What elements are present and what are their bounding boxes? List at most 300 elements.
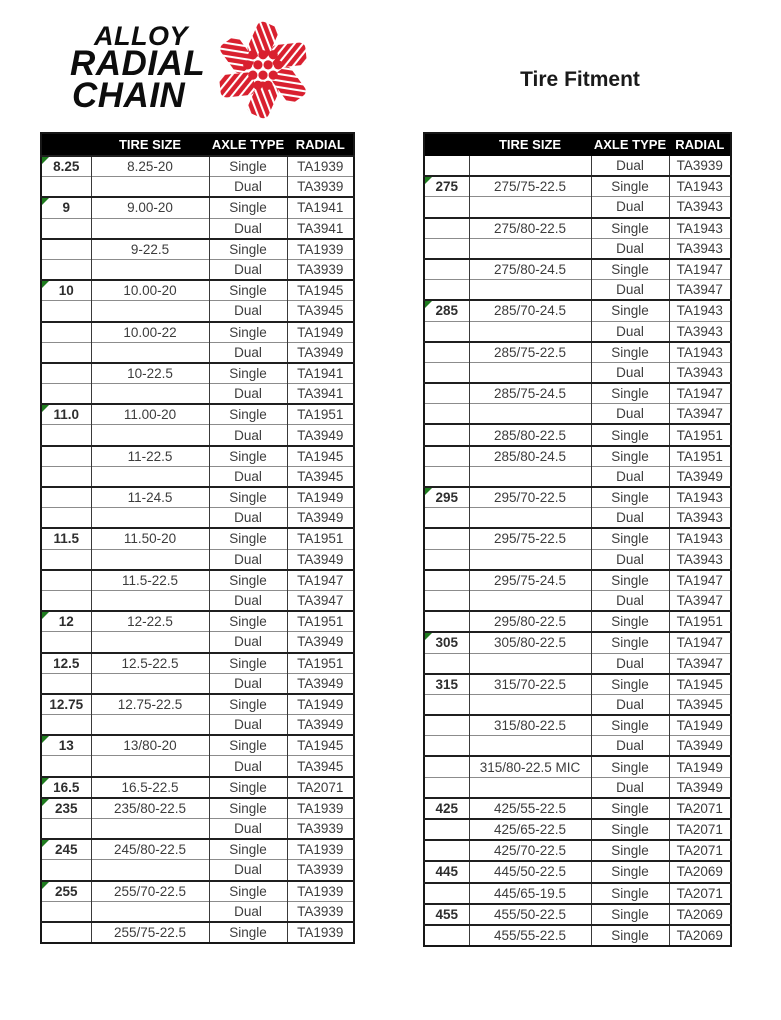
table-row <box>41 653 354 674</box>
radial-cell: TA1943 <box>669 487 731 508</box>
axle-type-cell: Single <box>209 156 287 177</box>
size-cell: 8.25 <box>41 156 91 177</box>
size-cell <box>41 322 91 343</box>
tire-size-cell: 425/70-22.5 <box>469 840 591 861</box>
axle-type-cell: Dual <box>209 425 287 446</box>
radial-cell: TA1943 <box>669 176 731 197</box>
tire-size-cell <box>469 590 591 611</box>
axle-type-cell: Single <box>591 570 669 591</box>
tire-size-cell: 315/70-22.5 <box>469 674 591 695</box>
axle-type-cell: Dual <box>209 466 287 487</box>
size-cell <box>41 549 91 570</box>
radial-cell: TA2071 <box>669 798 731 819</box>
table-row <box>41 508 354 529</box>
axle-type-cell: Single <box>209 653 287 674</box>
table-row <box>41 384 354 405</box>
radial-cell: TA3949 <box>669 466 731 487</box>
radial-cell: TA1947 <box>669 632 731 653</box>
radial-cell: TA1943 <box>669 342 731 363</box>
size-cell <box>424 756 469 777</box>
radial-cell: TA3945 <box>287 466 354 487</box>
axle-type-cell: Single <box>209 694 287 715</box>
tire-size-cell: 235/80-22.5 <box>91 798 209 819</box>
size-cell <box>41 632 91 653</box>
table-row <box>424 590 731 611</box>
tire-size-cell <box>469 238 591 259</box>
axle-type-cell: Dual <box>591 280 669 301</box>
comment-flag-icon <box>42 778 49 785</box>
size-cell <box>424 777 469 798</box>
chain-star-icon <box>212 20 314 120</box>
axle-type-cell: Single <box>591 925 669 946</box>
radial-cell: TA3945 <box>669 694 731 715</box>
axle-type-cell: Single <box>209 363 287 384</box>
tire-size-cell: 315/80-22.5 <box>469 715 591 736</box>
radial-cell: TA3939 <box>287 177 354 198</box>
axle-type-cell: Dual <box>591 653 669 674</box>
size-cell <box>424 549 469 570</box>
tire-size-cell: 255/75-22.5 <box>91 922 209 943</box>
radial-cell: TA1951 <box>287 404 354 425</box>
table-row <box>41 487 354 508</box>
radial-cell: TA3939 <box>287 901 354 922</box>
tire-size-cell: 285/80-24.5 <box>469 446 591 467</box>
tire-size-cell: 295/75-22.5 <box>469 528 591 549</box>
radial-cell: TA3943 <box>669 549 731 570</box>
axle-type-cell: Dual <box>591 590 669 611</box>
radial-cell: TA1943 <box>669 528 731 549</box>
size-cell <box>424 570 469 591</box>
tire-size-cell <box>469 508 591 529</box>
radial-cell: TA1951 <box>669 424 731 445</box>
radial-cell: TA3941 <box>287 384 354 405</box>
table-row <box>424 925 731 946</box>
axle-type-cell: Single <box>591 383 669 404</box>
tire-size-cell <box>91 756 209 777</box>
axle-type-cell: Single <box>209 881 287 902</box>
axle-type-cell: Single <box>209 197 287 218</box>
tire-size-cell <box>469 156 591 177</box>
radial-cell: TA3949 <box>669 777 731 798</box>
radial-cell: TA3945 <box>287 301 354 322</box>
tire-size-cell: 9.00-20 <box>91 197 209 218</box>
comment-flag-icon <box>425 633 432 640</box>
table-row <box>424 383 731 404</box>
axle-type-cell: Single <box>209 528 287 549</box>
axle-type-cell: Dual <box>209 301 287 322</box>
axle-type-cell: Single <box>591 904 669 925</box>
tire-size-cell <box>469 466 591 487</box>
table-row <box>424 883 731 904</box>
tire-size-cell: 455/50-22.5 <box>469 904 591 925</box>
table-row <box>41 177 354 198</box>
tire-size-cell: 9-22.5 <box>91 239 209 260</box>
comment-flag-icon <box>42 840 49 847</box>
logo-line-alloy: ALLOY <box>94 21 188 51</box>
size-cell <box>424 259 469 280</box>
tire-size-cell <box>91 218 209 239</box>
axle-type-cell: Dual <box>591 238 669 259</box>
table-row <box>424 570 731 591</box>
table-row <box>424 424 731 445</box>
table-row <box>41 570 354 591</box>
size-cell <box>424 528 469 549</box>
radial-cell: TA2071 <box>669 819 731 840</box>
tire-size-cell: 445/65-19.5 <box>469 883 591 904</box>
fitment-table-right <box>423 132 732 947</box>
radial-cell: TA2071 <box>287 777 354 798</box>
size-cell <box>41 177 91 198</box>
size-cell <box>424 736 469 757</box>
radial-cell: TA2069 <box>669 904 731 925</box>
table-row <box>424 861 731 882</box>
size-cell <box>41 590 91 611</box>
size-cell: 255 <box>41 881 91 902</box>
tire-size-cell <box>91 384 209 405</box>
axle-type-cell: Single <box>209 777 287 798</box>
table-row <box>41 404 354 425</box>
table-row <box>41 756 354 777</box>
size-cell <box>424 840 469 861</box>
table-row <box>424 156 731 177</box>
axle-type-cell: Dual <box>591 321 669 342</box>
table-row <box>41 632 354 653</box>
size-cell <box>41 466 91 487</box>
tire-size-cell <box>469 321 591 342</box>
tire-size-cell: 425/55-22.5 <box>469 798 591 819</box>
radial-cell: TA3949 <box>669 736 731 757</box>
table-row <box>41 528 354 549</box>
size-cell <box>41 715 91 736</box>
size-cell <box>424 446 469 467</box>
size-cell <box>424 653 469 674</box>
size-cell <box>424 280 469 301</box>
radial-cell: TA1947 <box>669 570 731 591</box>
header-row <box>424 133 731 156</box>
radial-cell: TA3949 <box>287 425 354 446</box>
table-row <box>424 798 731 819</box>
tire-size-cell <box>91 590 209 611</box>
tire-size-header: TIRE SIZE <box>469 133 591 156</box>
comment-flag-icon <box>425 488 432 495</box>
page-title: Tire Fitment <box>520 68 640 91</box>
size-cell: 295 <box>424 487 469 508</box>
axle-type-cell: Dual <box>591 466 669 487</box>
radial-header: RADIAL <box>669 133 731 156</box>
axle-type-cell: Dual <box>209 590 287 611</box>
axle-type-cell: Dual <box>209 673 287 694</box>
size-cell: 315 <box>424 674 469 695</box>
axle-type-cell: Single <box>591 259 669 280</box>
axle-type-cell: Single <box>591 674 669 695</box>
radial-cell: TA1939 <box>287 239 354 260</box>
tire-size-cell: 425/65-22.5 <box>469 819 591 840</box>
radial-cell: TA1951 <box>287 611 354 632</box>
size-cell <box>424 424 469 445</box>
radial-cell: TA1941 <box>287 363 354 384</box>
radial-cell: TA1945 <box>287 446 354 467</box>
tire-size-cell <box>469 777 591 798</box>
logo-line-chain: CHAIN <box>72 75 186 115</box>
table-row <box>424 736 731 757</box>
table-row <box>41 860 354 881</box>
size-cell <box>424 590 469 611</box>
axle-type-cell: Single <box>591 424 669 445</box>
table-row <box>424 487 731 508</box>
radial-cell: TA2069 <box>669 861 731 882</box>
tire-size-cell <box>91 259 209 280</box>
axle-type-cell: Dual <box>591 404 669 425</box>
table-row <box>424 321 731 342</box>
tire-size-cell: 275/80-22.5 <box>469 218 591 239</box>
tire-size-cell: 285/75-24.5 <box>469 383 591 404</box>
tire-size-cell: 12-22.5 <box>91 611 209 632</box>
radial-cell: TA1947 <box>669 383 731 404</box>
size-cell <box>424 321 469 342</box>
radial-header: RADIAL <box>287 133 354 156</box>
table-row <box>41 694 354 715</box>
radial-cell: TA3939 <box>669 156 731 177</box>
table-row <box>424 508 731 529</box>
tire-size-cell: 455/55-22.5 <box>469 925 591 946</box>
tire-size-cell <box>91 715 209 736</box>
radial-cell: TA3947 <box>669 280 731 301</box>
tire-size-cell: 11.5-22.5 <box>91 570 209 591</box>
axle-type-cell: Single <box>209 839 287 860</box>
size-cell <box>41 239 91 260</box>
axle-type-cell: Single <box>591 883 669 904</box>
radial-cell: TA1949 <box>287 487 354 508</box>
tire-size-cell: 445/50-22.5 <box>469 861 591 882</box>
axle-type-cell: Single <box>209 798 287 819</box>
table-row <box>41 819 354 840</box>
table-row <box>424 840 731 861</box>
table-row <box>41 549 354 570</box>
axle-type-cell: Single <box>591 176 669 197</box>
axle-type-cell: Dual <box>591 777 669 798</box>
tire-size-cell: 245/80-22.5 <box>91 839 209 860</box>
size-cell: 455 <box>424 904 469 925</box>
radial-cell: TA1949 <box>287 694 354 715</box>
size-cell <box>41 342 91 363</box>
radial-cell: TA3947 <box>669 590 731 611</box>
table-row <box>41 881 354 902</box>
tire-size-cell <box>91 673 209 694</box>
tire-size-cell <box>91 301 209 322</box>
tire-size-cell <box>91 819 209 840</box>
table-row <box>424 197 731 218</box>
tire-size-cell: 285/70-24.5 <box>469 300 591 321</box>
axle-type-cell: Dual <box>209 218 287 239</box>
radial-cell: TA1949 <box>669 715 731 736</box>
radial-cell: TA1947 <box>287 570 354 591</box>
tire-size-cell: 285/75-22.5 <box>469 342 591 363</box>
axle-type-cell: Dual <box>209 901 287 922</box>
axle-type-cell: Dual <box>209 342 287 363</box>
tire-size-cell: 275/80-24.5 <box>469 259 591 280</box>
size-cell: 16.5 <box>41 777 91 798</box>
table-row <box>41 735 354 756</box>
radial-cell: TA1939 <box>287 156 354 177</box>
radial-cell: TA1951 <box>287 528 354 549</box>
axle-type-cell: Single <box>591 715 669 736</box>
tire-size-cell <box>91 342 209 363</box>
size-cell: 275 <box>424 176 469 197</box>
size-header <box>424 133 469 156</box>
table-row <box>424 238 731 259</box>
size-cell <box>41 819 91 840</box>
axle-type-cell: Single <box>209 735 287 756</box>
tire-size-cell <box>91 549 209 570</box>
comment-flag-icon <box>425 177 432 184</box>
size-cell: 425 <box>424 798 469 819</box>
tire-size-cell: 295/75-24.5 <box>469 570 591 591</box>
comment-flag-icon <box>42 612 49 619</box>
table-row <box>41 673 354 694</box>
size-cell: 305 <box>424 632 469 653</box>
tire-size-cell: 12.75-22.5 <box>91 694 209 715</box>
tire-size-cell: 11-22.5 <box>91 446 209 467</box>
axle-type-cell: Dual <box>591 508 669 529</box>
tire-size-cell <box>91 901 209 922</box>
tire-size-cell <box>469 404 591 425</box>
radial-cell: TA3945 <box>287 756 354 777</box>
tire-size-cell <box>91 508 209 529</box>
radial-cell: TA2069 <box>669 925 731 946</box>
table-row <box>41 239 354 260</box>
size-cell <box>424 715 469 736</box>
table-row <box>41 363 354 384</box>
size-cell <box>41 570 91 591</box>
axle-type-cell: Single <box>591 819 669 840</box>
table-row <box>41 839 354 860</box>
table-row <box>424 611 731 632</box>
table-row <box>424 300 731 321</box>
radial-cell: TA2071 <box>669 883 731 904</box>
size-header <box>41 133 91 156</box>
table-row <box>424 176 731 197</box>
table-row <box>424 218 731 239</box>
comment-flag-icon <box>42 405 49 412</box>
axle-type-header: AXLE TYPE <box>209 133 287 156</box>
radial-cell: TA1939 <box>287 881 354 902</box>
tire-size-cell: 13/80-20 <box>91 735 209 756</box>
axle-type-cell: Single <box>591 756 669 777</box>
radial-cell: TA3939 <box>287 819 354 840</box>
tire-size-cell <box>469 694 591 715</box>
table-row <box>41 156 354 177</box>
axle-type-cell: Dual <box>591 362 669 383</box>
size-cell <box>424 383 469 404</box>
tire-size-cell: 12.5-22.5 <box>91 653 209 674</box>
radial-cell: TA3949 <box>287 508 354 529</box>
table-row <box>424 466 731 487</box>
table-row <box>424 632 731 653</box>
table-row <box>424 528 731 549</box>
size-cell: 13 <box>41 735 91 756</box>
size-cell: 245 <box>41 839 91 860</box>
radial-cell: TA3943 <box>669 362 731 383</box>
radial-cell: TA3949 <box>287 715 354 736</box>
size-cell <box>424 404 469 425</box>
table-row <box>424 715 731 736</box>
table-row <box>41 611 354 632</box>
size-cell <box>41 673 91 694</box>
table-row <box>424 819 731 840</box>
tire-size-cell: 275/75-22.5 <box>469 176 591 197</box>
size-cell <box>424 156 469 177</box>
logo-line-radial: RADIAL <box>70 44 206 84</box>
size-cell <box>41 301 91 322</box>
table-row <box>424 342 731 363</box>
size-cell <box>41 363 91 384</box>
tire-size-cell: 315/80-22.5 MIC <box>469 756 591 777</box>
tire-size-header: TIRE SIZE <box>91 133 209 156</box>
size-cell <box>424 238 469 259</box>
tire-size-cell: 10.00-20 <box>91 280 209 301</box>
size-cell <box>41 756 91 777</box>
size-cell: 12.5 <box>41 653 91 674</box>
axle-type-cell: Single <box>591 300 669 321</box>
axle-type-cell: Dual <box>591 736 669 757</box>
table-row <box>424 777 731 798</box>
comment-flag-icon <box>42 281 49 288</box>
table-row <box>41 425 354 446</box>
radial-cell: TA3949 <box>287 342 354 363</box>
tire-size-cell <box>91 466 209 487</box>
axle-type-cell: Single <box>591 528 669 549</box>
tire-size-cell <box>469 362 591 383</box>
comment-flag-icon <box>42 157 49 164</box>
axle-type-cell: Single <box>591 840 669 861</box>
radial-cell: TA1943 <box>669 218 731 239</box>
table-row <box>424 280 731 301</box>
axle-type-cell: Single <box>209 611 287 632</box>
size-cell <box>424 197 469 218</box>
size-cell: 10 <box>41 280 91 301</box>
radial-cell: TA3947 <box>669 653 731 674</box>
size-cell: 11.5 <box>41 528 91 549</box>
axle-type-cell: Dual <box>209 819 287 840</box>
table-row <box>424 259 731 280</box>
axle-type-cell: Dual <box>209 259 287 280</box>
tire-size-cell <box>469 549 591 570</box>
radial-cell: TA1939 <box>287 839 354 860</box>
size-cell <box>41 922 91 943</box>
table-row <box>424 674 731 695</box>
size-cell <box>41 259 91 280</box>
table-row <box>41 590 354 611</box>
size-cell: 285 <box>424 300 469 321</box>
size-cell <box>424 819 469 840</box>
table-row <box>41 466 354 487</box>
axle-type-header: AXLE TYPE <box>591 133 669 156</box>
radial-cell: TA2071 <box>669 840 731 861</box>
size-cell <box>424 466 469 487</box>
radial-cell: TA1939 <box>287 922 354 943</box>
size-cell: 445 <box>424 861 469 882</box>
axle-type-cell: Dual <box>591 197 669 218</box>
size-cell: 9 <box>41 197 91 218</box>
tire-size-cell: 10-22.5 <box>91 363 209 384</box>
radial-cell: TA3943 <box>669 238 731 259</box>
axle-type-cell: Dual <box>209 756 287 777</box>
comment-flag-icon <box>42 882 49 889</box>
table-row <box>41 301 354 322</box>
table-row <box>41 322 354 343</box>
size-cell <box>41 508 91 529</box>
axle-type-cell: Single <box>209 322 287 343</box>
